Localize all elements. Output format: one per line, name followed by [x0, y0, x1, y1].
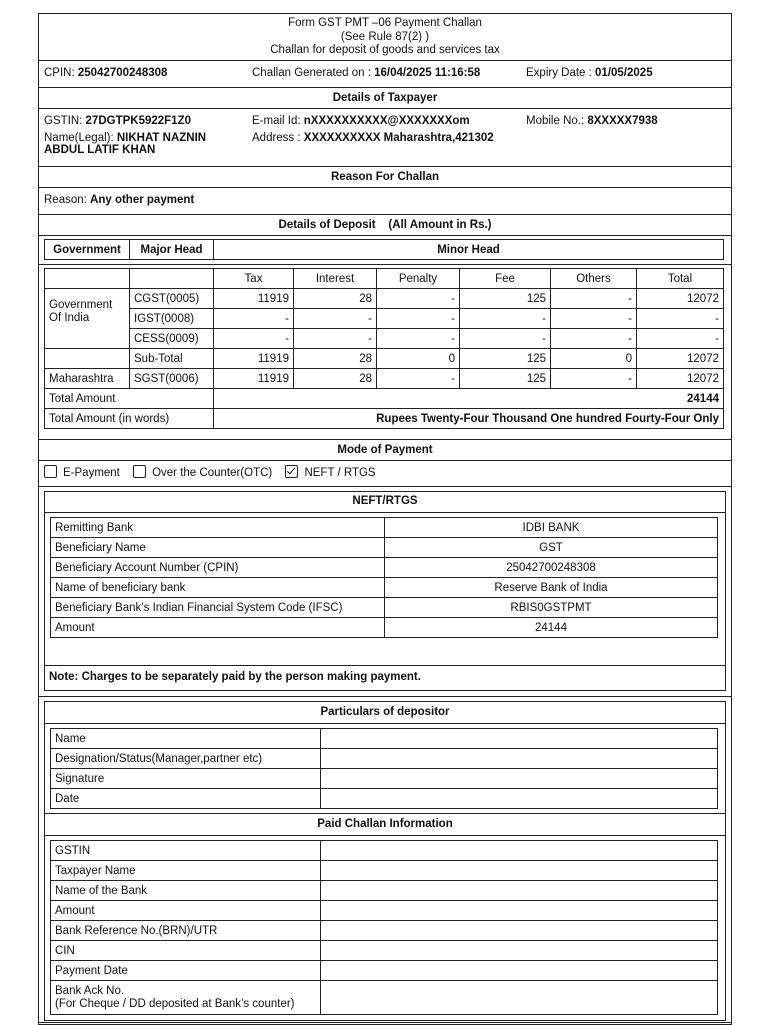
table-row: Sub-Total 11919 28 0 125 0 12072 — [45, 349, 724, 369]
mode-header: Mode of Payment — [39, 440, 731, 461]
table-row: GSTIN — [51, 841, 718, 861]
otc-option[interactable]: Over the Counter(OTC) — [133, 467, 272, 479]
reason-row — [39, 188, 731, 215]
table-row: Bank Reference No.(BRN)/UTR — [51, 921, 718, 941]
reason-value: Any other payment — [90, 194, 195, 206]
table-row: Name — [51, 729, 718, 749]
table-row: Amount — [51, 901, 718, 921]
depositor-header: Particulars of depositor — [45, 702, 725, 724]
col-penalty: Penalty — [377, 269, 460, 289]
total-words-row — [45, 409, 724, 429]
deposit-table — [44, 268, 724, 429]
taxpayer-header: Details of Taxpayer — [39, 88, 731, 109]
total-words: Rupees Twenty-Four Thousand One hundred Fourty-Four Only — [214, 409, 724, 429]
neft-option[interactable]: NEFT / RTGS — [285, 467, 375, 479]
col-major-head: Major Head — [130, 240, 214, 260]
email-id: E-mail Id: nXXXXXXXXXX@XXXXXXXom — [252, 115, 470, 127]
depositor-date-field[interactable] — [321, 789, 718, 809]
neft-box — [44, 491, 726, 691]
neft-header: NEFT/RTGS — [45, 492, 725, 513]
cpin: CPIN: 25042700248308 — [44, 67, 168, 79]
state-label: Maharashtra — [45, 369, 130, 389]
depositor-table — [50, 728, 718, 809]
col-total: Total — [637, 269, 724, 289]
challan-form — [38, 13, 732, 1025]
mode-options — [39, 461, 731, 487]
gstin: GSTIN: 27DGTPK5922F1Z0 — [44, 115, 191, 127]
charges-note: Note: Charges to be separately paid by the person making payment. — [45, 665, 725, 690]
table-row: Name of the Bank — [51, 881, 718, 901]
table-row: Maharashtra SGST(0006) 11919 28 - 125 - 12072 — [45, 369, 724, 389]
legal-name: Name(Legal): NIKHAT NAZNIN ABDUL LATIF KHAN — [44, 132, 207, 156]
reason-header: Reason For Challan — [39, 167, 731, 188]
table-row: CIN — [51, 941, 718, 961]
challan-meta-row — [39, 61, 731, 88]
neft-table — [50, 517, 718, 638]
table-row: Taxpayer Name — [51, 861, 718, 881]
epayment-option[interactable]: E-Payment — [44, 467, 120, 479]
table-row: Designation/Status(Manager,partner etc) — [51, 749, 718, 769]
reason-label: Reason: — [44, 194, 91, 206]
form-title-line2: (See Rule 87(2) ) — [340, 30, 430, 43]
table-row: Beneficiary Account Number (CPIN) 25042700248308 — [51, 558, 718, 578]
bank-ack-label: Bank Ack No. (For Cheque / DD deposited at Bank’s counter) — [51, 981, 321, 1015]
epayment-checkbox[interactable] — [44, 465, 57, 478]
table-row: Remitting Bank IDBI BANK — [51, 518, 718, 538]
generated-on: Challan Generated on : 16/04/2025 11:16:58 — [252, 67, 481, 79]
form-title-line3: Challan for deposit of goods and services tax — [270, 44, 500, 56]
form-title — [39, 14, 731, 61]
paid-challan-table — [50, 840, 718, 1015]
table-row: Signature — [51, 769, 718, 789]
total-amount-label: Total Amount — [45, 389, 214, 409]
expiry-date: Expiry Date : 01/05/2025 — [526, 67, 653, 79]
table-row: Amount 24144 — [51, 618, 718, 638]
depositor-name-field[interactable] — [321, 729, 718, 749]
neft-checkbox[interactable] — [285, 465, 298, 478]
goi-label: Government Of India — [45, 289, 130, 349]
taxpayer-details — [39, 109, 731, 167]
col-others: Others — [551, 269, 637, 289]
deposit-head-row — [39, 236, 731, 265]
form-title-line1: Form GST PMT –06 Payment Challan — [288, 17, 482, 29]
table-row: Date — [51, 789, 718, 809]
deposit-head-table — [44, 239, 724, 260]
table-row: Government Of India CGST(0005) 11919 28 - 125 - 12072 — [45, 289, 724, 309]
col-minor-head: Minor Head — [214, 240, 724, 260]
mobile-no: Mobile No.: 8XXXXX7938 — [526, 115, 658, 127]
table-row: Beneficiary Bank’s Indian Financial System Code (IFSC) RBIS0GSTPMT — [51, 598, 718, 618]
neft-section — [39, 487, 731, 697]
table-row: IGST(0008) - - - - - - — [45, 309, 724, 329]
col-tax: Tax — [214, 269, 294, 289]
table-row: Payment Date — [51, 961, 718, 981]
depositor-section — [39, 697, 731, 1025]
paid-challan-header: Paid Challan Information — [45, 813, 725, 836]
col-government: Government — [45, 240, 130, 260]
table-row: Name of beneficiary bank Reserve Bank of India — [51, 578, 718, 598]
address: Address : XXXXXXXXXX Maharashtra,421302 — [252, 132, 494, 144]
total-amount: 24144 — [214, 389, 724, 409]
depositor-box — [44, 701, 726, 1021]
otc-checkbox[interactable] — [133, 465, 146, 478]
col-interest: Interest — [294, 269, 377, 289]
table-row — [51, 981, 718, 1015]
total-amount-row — [45, 389, 724, 409]
depositor-signature-field[interactable] — [321, 769, 718, 789]
table-row: CESS(0009) - - - - - - — [45, 329, 724, 349]
col-fee: Fee — [460, 269, 551, 289]
deposit-header: Details of Deposit (All Amount in Rs.) — [39, 215, 731, 236]
deposit-table-row — [39, 265, 731, 440]
depositor-designation-field[interactable] — [321, 749, 718, 769]
total-words-label: Total Amount (in words) — [45, 409, 214, 429]
table-row: Beneficiary Name GST — [51, 538, 718, 558]
